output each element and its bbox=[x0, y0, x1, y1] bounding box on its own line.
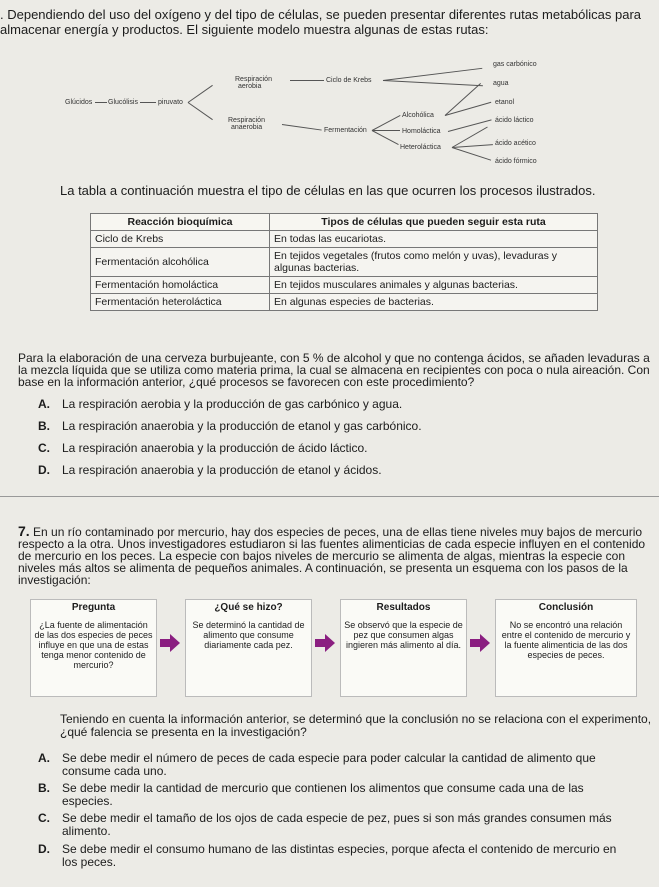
q7-number: 7. bbox=[18, 523, 30, 539]
label-resp-aerobia: Respiración bbox=[235, 76, 272, 83]
option-letter: C. bbox=[38, 811, 50, 825]
line-to-krebs bbox=[290, 80, 324, 81]
table-cell: Fermentación heteroláctica bbox=[91, 294, 270, 311]
option-letter: C. bbox=[38, 441, 50, 455]
scheme-box-resultados bbox=[340, 599, 467, 697]
line-to-lactico bbox=[448, 119, 492, 132]
section-divider bbox=[0, 496, 659, 497]
arrow-right-icon bbox=[480, 634, 490, 652]
option-text: La respiración aerobia y la producción de gas carbónico y agua. bbox=[62, 397, 403, 411]
line-to-anaerobia bbox=[188, 102, 213, 120]
label-heterolactica: Heteroláctica bbox=[400, 144, 441, 151]
table-caption: La tabla a continuación muestra el tipo de células en las que ocurren los procesos ilustrados. bbox=[60, 183, 596, 198]
line-to-heterolactica bbox=[372, 130, 399, 145]
option-text: Se debe medir la cantidad de mercurio que contienen los alimentos que consume cada una de las especies. bbox=[62, 781, 584, 808]
label-aerobia: aerobia bbox=[238, 83, 262, 90]
option-text: Se debe medir el tamaño de los ojos de cada especie de pez, pues si son más grandes consumen más alimento. bbox=[62, 811, 612, 838]
q6-intro: . Dependiendo del uso del oxígeno y del tipo de células, se pueden presentar diferentes rutas metabólicas para almacenar energía y productos. El siguiente modelo muestra algunas de estas rutas: bbox=[0, 7, 642, 37]
label-etanol: etanol bbox=[495, 99, 515, 106]
scheme-text: ¿La fuente de alimentación de las dos especies de peces influye en que una de estas tenga menor contenido de mercurio? bbox=[34, 620, 153, 670]
option-text: Se debe medir el número de peces de cada especie para poder calcular la cantidad de alimento que consume cada uno. bbox=[62, 751, 596, 778]
option-letter: D. bbox=[38, 463, 50, 477]
arrow-shaft bbox=[160, 639, 170, 647]
line-glucolisis bbox=[140, 102, 156, 103]
q7-text: En un río contaminado por mercurio, hay dos especies de peces, una de ellas tiene niveles muy bajos de mercurio respecto a la otra. Unos investigadores estudiaron si las fuentes alimenticias de cada especie influyen en el contenido de mercurio en los peces. La especie con bajos niveles de mercurio se alimenta de algas, mientras la especie con niveles más altos se alimenta de pequeños animales. A continuación, se presenta un esquema con los pasos de la investigación: bbox=[18, 525, 646, 587]
metabolic-diagram bbox=[60, 52, 560, 182]
label-acetico: ácido acético bbox=[495, 140, 536, 147]
table-cell: En algunas especies de bacterias. bbox=[270, 294, 598, 311]
scheme-box-que-se-hizo bbox=[185, 599, 312, 697]
option-text: La respiración anaerobia y la producción de ácido láctico. bbox=[62, 441, 368, 455]
label-anaerobia: anaerobia bbox=[231, 124, 263, 131]
line-to-agua bbox=[383, 80, 483, 86]
label-agua: agua bbox=[493, 80, 509, 87]
option-text: La respiración anaerobia y la producción de etanol y ácidos. bbox=[62, 463, 382, 477]
scheme-box-conclusion bbox=[495, 599, 637, 697]
line-to-aerobia bbox=[188, 85, 213, 103]
option-text: La respiración anaerobia y la producción de etanol y gas carbónico. bbox=[62, 419, 422, 433]
q6-question: Para la elaboración de una cerveza burbujeante, con 5 % de alcohol y que no contenga ácidos, se añaden levaduras a la mezcla líquida que se utiliza como materia prima, la cual se almacena en recipientes con poca o nula aireación. Con base en la información anterior, ¿qué procesos se favorecen con este procedimiento? bbox=[18, 351, 650, 389]
option-letter: B. bbox=[38, 419, 50, 433]
label-resp-anaerobia: Respiración bbox=[228, 117, 265, 124]
option-letter: B. bbox=[38, 781, 50, 795]
table-cell: En tejidos vegetales (frutos como melón y uvas), levaduras y algunas bacterias. bbox=[270, 248, 598, 277]
label-homolactica: Homoláctica bbox=[402, 128, 441, 135]
scheme-head: Resultados bbox=[376, 602, 431, 613]
line-to-alcoholica bbox=[372, 115, 401, 131]
arrow-right-icon bbox=[170, 634, 180, 652]
reactions-table bbox=[90, 213, 598, 311]
arrow-shaft bbox=[315, 639, 325, 647]
label-glucidos: Glúcidos bbox=[65, 99, 93, 106]
table-cell: Fermentación alcohólica bbox=[91, 248, 270, 277]
table-header-row bbox=[91, 214, 598, 231]
table-cell: Fermentación homoláctica bbox=[91, 277, 270, 294]
label-alcoholica: Alcohólica bbox=[402, 112, 434, 119]
table-row bbox=[91, 248, 598, 277]
table-row bbox=[91, 294, 598, 311]
table-cell: Ciclo de Krebs bbox=[91, 231, 270, 248]
label-krebs: Ciclo de Krebs bbox=[326, 77, 372, 84]
option-letter: A. bbox=[38, 397, 50, 411]
line-alc-gas bbox=[445, 83, 481, 116]
table-header-cell: Tipos de células que pueden seguir esta ruta bbox=[270, 214, 598, 231]
scheme-box-pregunta bbox=[30, 599, 157, 697]
label-formico: ácido fórmico bbox=[495, 158, 537, 165]
line-to-formico bbox=[452, 147, 491, 161]
label-fermentacion: Fermentación bbox=[324, 127, 367, 134]
table-cell: En todas las eucariotas. bbox=[270, 231, 598, 248]
table-row bbox=[91, 277, 598, 294]
label-glucolisis: Glucólisis bbox=[108, 99, 138, 106]
investigation-scheme bbox=[30, 591, 650, 701]
label-piruvato: piruvato bbox=[158, 99, 183, 106]
line-to-fermentacion bbox=[282, 124, 322, 131]
line-glucidos bbox=[95, 102, 107, 103]
option-letter: D. bbox=[38, 842, 50, 856]
label-lactico: ácido láctico bbox=[495, 117, 534, 124]
line-to-acetico bbox=[452, 144, 493, 148]
scheme-text: No se encontró una relación entre el contenido de mercurio y la fuente alimenticia de las dos especies de peces. bbox=[501, 620, 631, 660]
scheme-head: ¿Qué se hizo? bbox=[214, 602, 283, 613]
table-row bbox=[91, 231, 598, 248]
line-to-homolactica bbox=[372, 130, 400, 131]
table-header-cell: Reacción bioquímica bbox=[91, 214, 270, 231]
q7-follow-up: Teniendo en cuenta la información anterior, se determinó que la conclusión no se relaciona con el experimento, ¿qué falencia se presenta en la investigación? bbox=[60, 712, 652, 739]
option-letter: A. bbox=[38, 751, 50, 765]
q7-question bbox=[18, 525, 652, 586]
scheme-text: Se determinó la cantidad de alimento que consume diariamente cada pez. bbox=[192, 620, 305, 650]
option-text: Se debe medir el consumo humano de las distintas especies, porque afecta el contenido de mercurio en los peces. bbox=[62, 842, 617, 869]
arrow-shaft bbox=[470, 639, 480, 647]
scheme-head: Conclusión bbox=[538, 602, 594, 613]
line-to-gas bbox=[383, 68, 482, 81]
scheme-text: Se observó que la especie de pez que consumen algas ingieren más alimento al día. bbox=[344, 620, 463, 650]
arrow-right-icon bbox=[325, 634, 335, 652]
table-cell: En tejidos musculares animales y algunas bacterias. bbox=[270, 277, 598, 294]
scheme-head: Pregunta bbox=[71, 602, 116, 613]
label-gas: gas carbónico bbox=[493, 61, 537, 68]
